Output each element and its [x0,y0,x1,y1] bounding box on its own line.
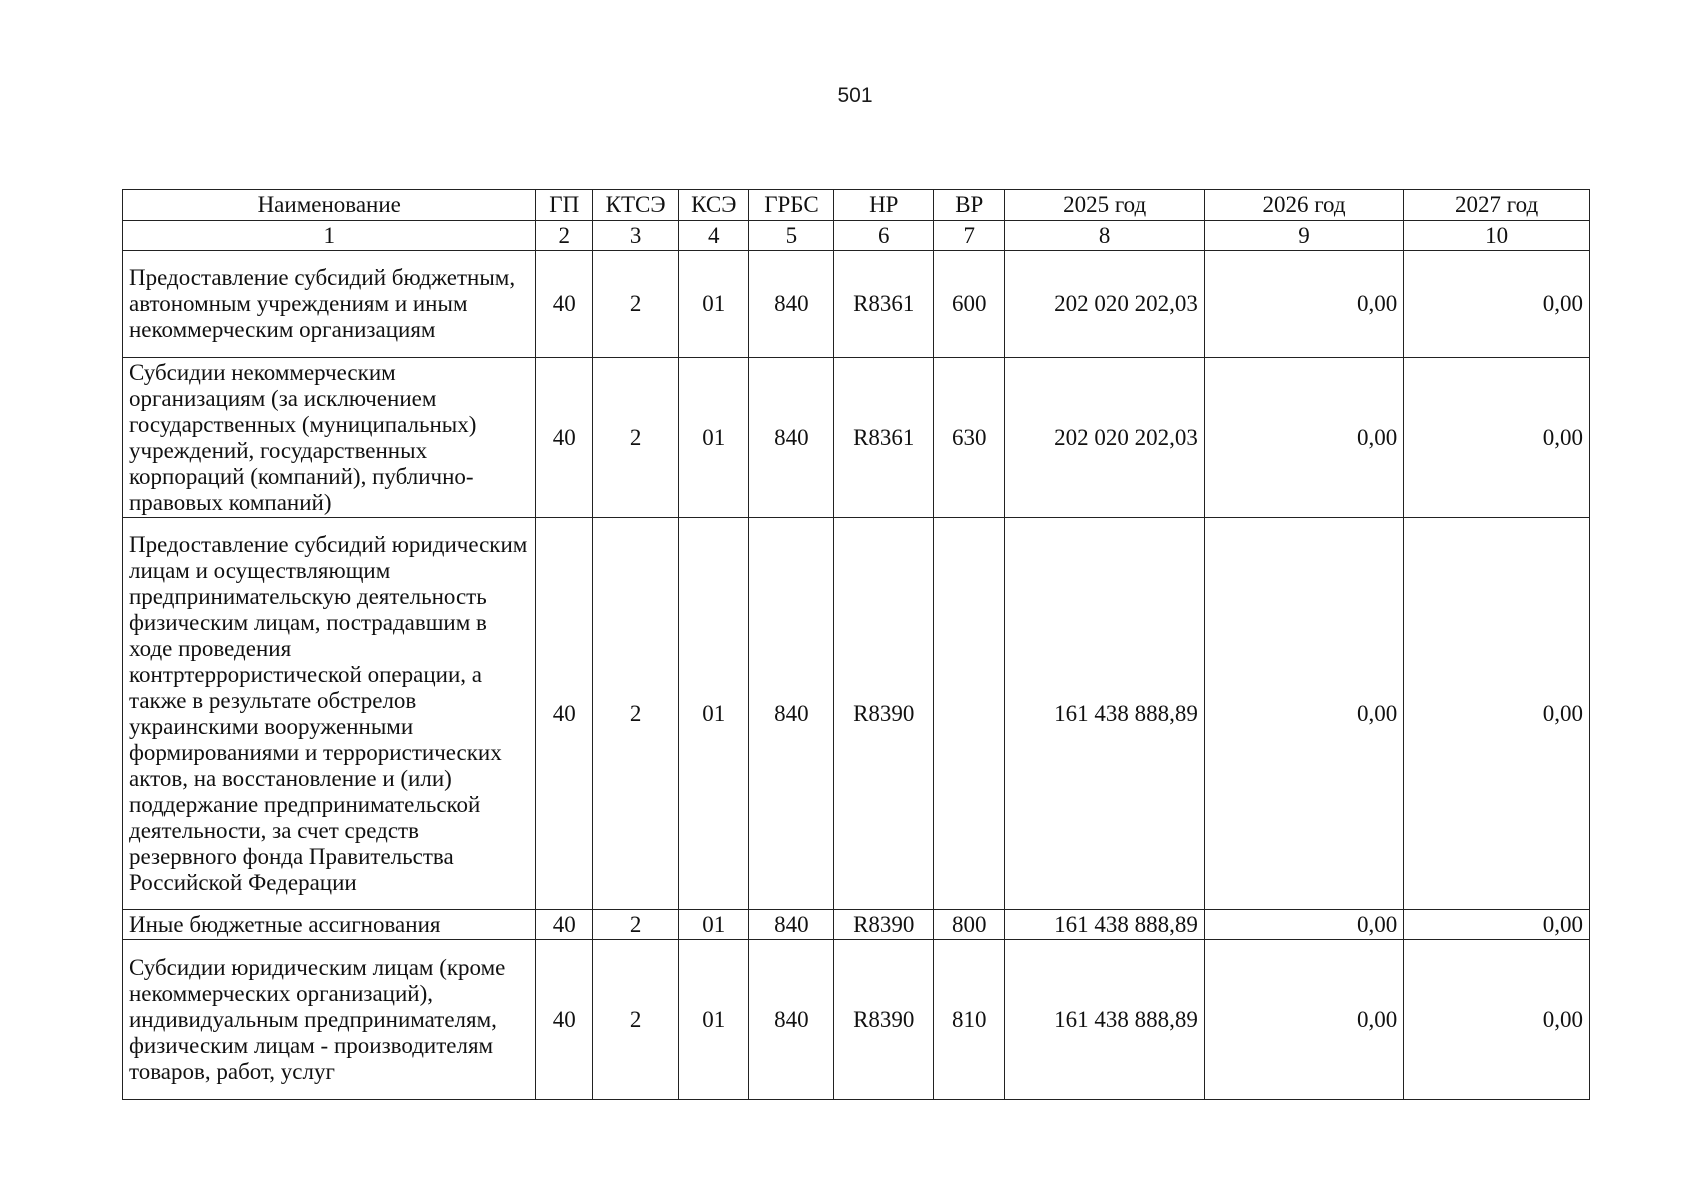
row-gp: 40 [536,358,593,518]
table-row [123,940,1590,1100]
row-kse: 01 [679,940,749,1100]
row-grbs: 840 [749,251,834,358]
column-number: 7 [934,221,1005,251]
row-nr: R8390 [834,910,934,940]
row-2027: 0,00 [1404,940,1590,1100]
row-vr: 630 [934,358,1005,518]
row-2026: 0,00 [1204,518,1403,910]
row-vr: 800 [934,910,1005,940]
row-gp: 40 [536,940,593,1100]
row-gp: 40 [536,518,593,910]
row-nr: R8390 [834,518,934,910]
header-2026: 2026 год [1204,190,1403,221]
column-number: 8 [1005,221,1204,251]
header-ktse: КТСЭ [593,190,679,221]
row-ktse: 2 [593,940,679,1100]
row-grbs: 840 [749,518,834,910]
row-ktse: 2 [593,358,679,518]
row-ktse: 2 [593,910,679,940]
row-ktse: 2 [593,251,679,358]
row-gp: 40 [536,910,593,940]
budget-table [122,189,1590,1100]
row-nr: R8361 [834,358,934,518]
row-kse: 01 [679,910,749,940]
header-2025: 2025 год [1005,190,1204,221]
row-ktse: 2 [593,518,679,910]
column-number: 10 [1404,221,1590,251]
table-row [123,251,1590,358]
table-row [123,518,1590,910]
column-number: 9 [1204,221,1403,251]
row-kse: 01 [679,518,749,910]
page-number: 501 [837,84,873,107]
row-2025: 202 020 202,03 [1005,358,1204,518]
row-vr [934,518,1005,910]
header-row [123,190,1590,221]
row-2027: 0,00 [1404,251,1590,358]
column-number: 2 [536,221,593,251]
row-2027: 0,00 [1404,910,1590,940]
header-kse: КСЭ [679,190,749,221]
table-row [123,358,1590,518]
row-2025: 161 438 888,89 [1005,518,1204,910]
row-2026: 0,00 [1204,251,1403,358]
column-number-row [123,221,1590,251]
column-number: 4 [679,221,749,251]
row-2027: 0,00 [1404,518,1590,910]
row-name: Предоставление субсидий бюджетным, автономным учреждениям и иным некоммерческим организациям [123,251,536,358]
row-grbs: 840 [749,910,834,940]
column-number: 6 [834,221,934,251]
header-2027: 2027 год [1404,190,1590,221]
row-2025: 161 438 888,89 [1005,910,1204,940]
table-row [123,910,1590,940]
row-name: Субсидии некоммерческим организациям (за исключением государственных (муниципальных) учреждений, государственных корпораций (компаний), публично-правовых компаний) [123,358,536,518]
row-name: Субсидии юридическим лицам (кроме некоммерческих организаций), индивидуальным предпринимателям, физическим лицам - производителям товаров, работ, услуг [123,940,536,1100]
row-2026: 0,00 [1204,910,1403,940]
column-number: 1 [123,221,536,251]
row-gp: 40 [536,251,593,358]
header-vr: ВР [934,190,1005,221]
row-vr: 810 [934,940,1005,1100]
row-2026: 0,00 [1204,358,1403,518]
row-grbs: 840 [749,358,834,518]
header-name: Наименование [123,190,536,221]
row-2025: 161 438 888,89 [1005,940,1204,1100]
row-nr: R8361 [834,251,934,358]
header-gp: ГП [536,190,593,221]
row-2026: 0,00 [1204,940,1403,1100]
row-2027: 0,00 [1404,358,1590,518]
header-nr: НР [834,190,934,221]
row-kse: 01 [679,358,749,518]
row-name: Предоставление субсидий юридическим лицам и осуществляющим предпринимательскую деятельность физическим лицам, пострадавшим в ходе проведения контртеррористической операции, а также в результате обстрелов украинскими вооруженными формированиями и террористических актов, на восстановление и (или) поддержание предпринимательской деятельности, за счет средств резервного фонда Правительства Российской Федерации [123,518,536,910]
column-number: 3 [593,221,679,251]
row-2025: 202 020 202,03 [1005,251,1204,358]
header-grbs: ГРБС [749,190,834,221]
row-nr: R8390 [834,940,934,1100]
row-grbs: 840 [749,940,834,1100]
row-name: Иные бюджетные ассигнования [123,910,536,940]
row-vr: 600 [934,251,1005,358]
column-number: 5 [749,221,834,251]
row-kse: 01 [679,251,749,358]
